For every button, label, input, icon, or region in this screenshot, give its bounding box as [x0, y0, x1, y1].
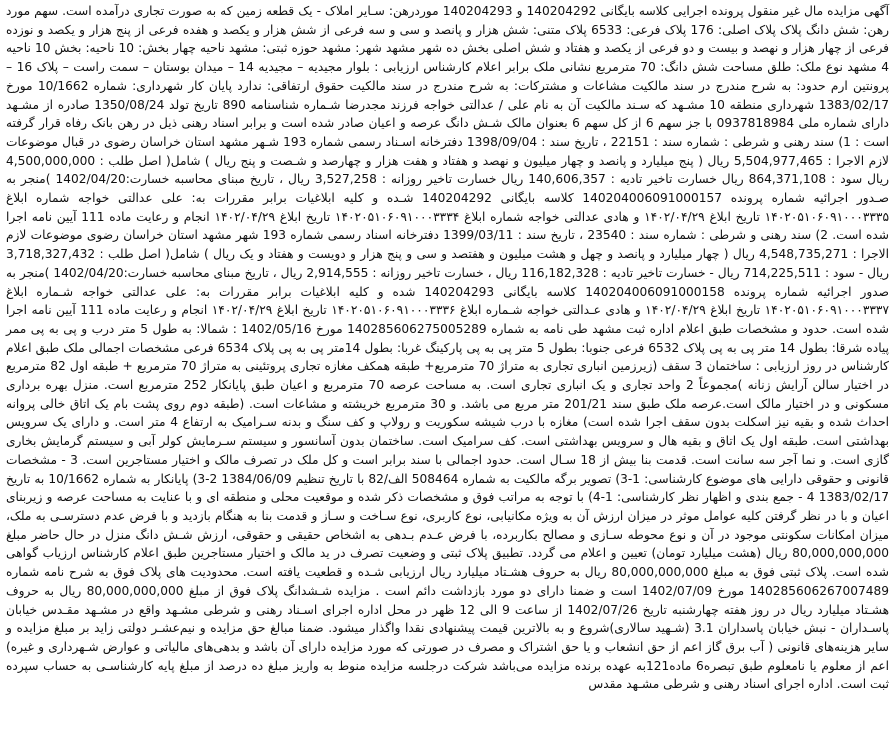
- auction-notice-body: آگهی مزایده مال غیر منقول پرونده اجرایی کلاسه بایگانی 140204292 و 140204293 موردرهن: سـایر املاک - یک قطعه زمین که به صورت تجاری درآمده است. سهم مورد رهن: شش دانگ پلاک پلاک اصلی: 176 پلاک فرعی: 6533 پلاک متنی: شش هزار و پانصد و سی و سه فرعی از شش هزار و یکصد و هفده فرعی از پنج هزار و یکصد و نوزده فرعی از چهار هزار و نهصد و بیست و دو فرعی از یکصد و هفتاد و شش اصلی بخش ده شهر مشهد شهر: مشهد حوزه ثبتی: مشهد ناحیه چهار بخش: 10 ناحیه: بخش 10 ناحیه 4 مشهد نوع ملک: طلق مساحت شش دانگ: 70 مترمربع نشانی ملک برابر اعلام کارشناس ارزیابی : بلوار مجیدیه – مجیدیه 14 – میدان بوستان – سمت راست – پلاک 16 – پرونتین ارم حدود: به شرح مندرج در سند مالکیت مشاعات و مشترکات: به شرح مندرج در سند مالکیت حقوق ارتفاقی: ندارد پایان کار شهرداری: شماره 10/1662 مورخ 1383/02/17 شهرداری منطقه 10 مشـهد که سـند مالکیت آن به نام علی / عدالتی خواجه فرزند مجدرضا شـماره شناسنامه 890 تاریخ تولد 1350/08/24 صادره از مشـهد دارای شماره ملی 0937818984 با جز سهم 6 از کل سهم 6 بعنوان مالک شـش دانگ عرصه و اعیان صادر شده است و برابر اسناد رهنی ذیل در رهن بانک رفاه قرار گرفته است : 1) سند رهنی و شرطی : شماره سند : 22151 ، تاریخ سند : 1398/09/04 دفترخانه اسـناد رسمی شماره 193 شـهر مشهد استان خراسان رضوی در قبال موضوعات لازم الاجرا : 5,504,977,465 ریال ( پنج میلیارد و پانصد و چهار میلیون و نهصد و هفتاد و هفت هزار و چهارصد و شـصت و پنج ریال ) شامل( اصل طلب : 4,500,000,000 ریال سود : 864,371,108 ریال خسارت تاخیر تادیه : 140,606,357 ریال خسارت تاخیر روزانه : 3,527,258 ریال ، تاریخ مبنای محاسبه خسارت:1402/04/20 )منجر به صـدور اجرائیه شماره پرونده 140204006091000157 کلاسه بایگانی 140204292 شـده و کلیه ابلاغیات برابر مقررات به: علی عدالتی خواجه شماره ابلاغ ۱۴۰۲۰۵۱۰۶۰۹۱۰۰۰۳۳۳۵ تاریخ ابلاغ ۱۴۰۲/۰۴/۲۹ و هادی عدالتی خواجه شماره ابلاغ ۱۴۰۲۰۵۱۰۶۰۹۱۰۰۰۳۳۳۴ تاریخ ابلاغ ۱۴۰۲/۰۴/۲۹ انجام و رعایت ماده 111 آیین نامه اجرا شده است. 2) سند رهنی و شرطی : شماره سند : 23540 ، تاریخ سند : 1399/03/11 دفترخانه اسناد رسمی شماره 193 شهر مشهد استان خراسان رضوی موضوعات لازم الاجرا : 4,548,735,271 ریال ( چهار میلیارد و پانصد و چهل و هشت میلیون و هفتصد و سی و پنج هزار و دویست و هفتاد و یک ریال ) شامل( اصل طلب : 3,718,327,432 ریال - سود : 714,225,511 ریال - خسارت تاخیر تادیه : 116,182,328 ریال ، خسارت تاخیر روزانه : 2,914,555 ریال ، تاریخ مبنای محاسبه خسارت:1402/04/20 )منجر به صدور اجرائیه شماره پرونده 140204006091000158 کلاسه بایگانی 140204293 شده و کلیه ابلاغیات برابر مقررات به: علی عدالتی خواجه شـماره ابلاغ ۱۴۰۲۰۵۱۰۶۰۹۱۰۰۰۳۳۳۷ تاریخ ابلاغ ۱۴۰۲/۰۴/۲۹ و هادی عـدالتی خواجه شـماره ابلاغ ۱۴۰۲۰۵۱۰۶۰۹۱۰۰۰۳۳۳۶ تاریخ ابلاغ ۱۴۰۲/۰۴/۲۹ انجام و رعایت ماده 111 آیین نامه اجرا شده است. حدود و مشخصات طبق اعلام اداره ثبت مشهد طی نامه به شماره 140285606275005289 مورخ 1402/05/16 : شمالا: به طول 5 متر درب و پی به پی ممر پیاده شرقا: بطول 14 متر پی به پی پلاک 6532 فرعی جنوبا: بطول 5 متر پی به پی پارکینگ غربا: بطول 14متر پی به پی پلاک 6534 فرعی مشخصات اجمالی ملک طبق اعلام کارشناس در روز ارزیابی : ساختمان 3 سقف (زیرزمین انباری تجاری به متراژ 70 مترمربع+ طبقه همکف مغازه تجاری پروتئینی به متراژ 70 مترمربع + طبقه اول 82 مترمربع در اختیار سالن آرایش زنانه )مجموعاً 2 واحد تجاری و یک انباری تجاری است. به مساحت عرصه 70 مترمربع و اعیان طبق پایانکار 252 مترمربع است. منزل بهره برداری مسکونی و در اختیار مالک است.عرصه ملک طبق سند 201/21 متر مربع می باشد. و 30 مترمربع خریشته و مشاعات است. (طبقه دوم روی پشت بام یک اتاق خالی پروانه احداث شده و بقیه نیز اسکلت بدون سقف اجرا شده است) مغازه با درب شیشه سکوریت و رولاپ و کف سنگ و بدنه سـرامیک به ارتفاع 4 متر است. و دارای یک سرویس بهداشتی است. طبقه اول یک اتاق و بقیه هال و سرویس بهداشتی است. کف سرامیک است. ساختمان بدون آسانسور و سیستم سـرمایش کولر آبی و سیستم گرمایش بخاری گازی است. و نما آجر سه سانت است. قدمت بنا بیش از 18 سـال است. حدود اجمالی با سند برابر است و کل ملک در تصرف مالک و اختیار مستاجرین است. 3 - مشخصات قانونی و حقوقی دارایی های موضوع کارشناسی: 1-3) تصویر برگه مالکیت به شماره 508464 الف/82 با تاریخ تنظیم 1384/06/09 2-3) پایانکار به شماره 10/1662 به تاریخ 1383/02/17 4 - جمع بندی و اظهار نظر کارشناسی: 1-4) با توجه به مراتب فوق و مشخصات ذکر شده و موقعیت محلی و منطقه ای و با عنایت به مساحت عرصه و زیربنای اعیان و با در نظر گرفتن کلیه عوامل موثر در میزان ارزش آن به ویژه مکانیابی، نوع کاربری، نوع سـاخت و سـاز و قدمت بنا به هنگام بازدید و با فرض عدم دسترسـی به ملک، میزان امکانات سکونتی موجود در آن و نوع محوطه سـازی و مصالح بکاربرده، با فرض عـدم بـدهی به اشخاص حقیقی و حقوقی، ارزش شـش دانگ منزل در حال حاضر مبلغ 80,000,000,000 ریال (هشت میلیارد تومان) تعیین و اعلام می گردد. تطبیق پلاک ثبتی و وضعیت تصرف در ید مالک و اختیار مستاجرین طبق اعلام کارشناس ارزیاب گواهی شده است. پلاک ثبتی فوق به مبلغ 80,000,000,000 ریال به حروف هشـتاد میلیارد ریال ارزیابی شـده و قطعیت یافته است. محدودیت های پلاک فوق به شرح نامه شماره 140285606267007489 مورخ 1402/07/09 است و ضمنا دارای دو مورد بازداشت دائم است . مزایده شـشدانگ پلاک فوق از مبلغ 80,000,000,000 ریال به حروف هشـتاد میلیارد ریال در روز هفته چهارشنبه تاریخ 1402/07/26 از ساعت 9 الی 12 ظهر در محل اداره اجرای اسـناد رهنی و شرطی مشـهد واقع در مشـهد مقـدس خیابان پاسـداران - نبش خیابان پاسداران 3.1 (شـهید سالاری)شروع و به بالاترین قیمت پیشنهادی نقدا واگذار میشود. ضمنا مبالغ حق مزایده و نیم‌عشـر دولتی زاید بر مبلغ مزایده و سایر هزینه‌های قانونی ( آب برق گاز اعم از حق انشعاب و یا حق اشتراک و مصرف در صورتی که مورد مزایده دارای آن باشد و بدهی‌های مالیاتی و عوارض شـهرداری و غیره) اعم از معلوم یا نامعلوم طبق تبصره6 ماده121به عهده برنده مزایده می‌باشد شرکت درجلسه مزایده منوط به واریز مبلغ ده درصد از مبلغ پایه کارشناسـی به حساب سپرده ثبت است. اداره اجرای اسناد رهنی و شرطی مشـهد مقدس: [6, 4, 890, 692]
